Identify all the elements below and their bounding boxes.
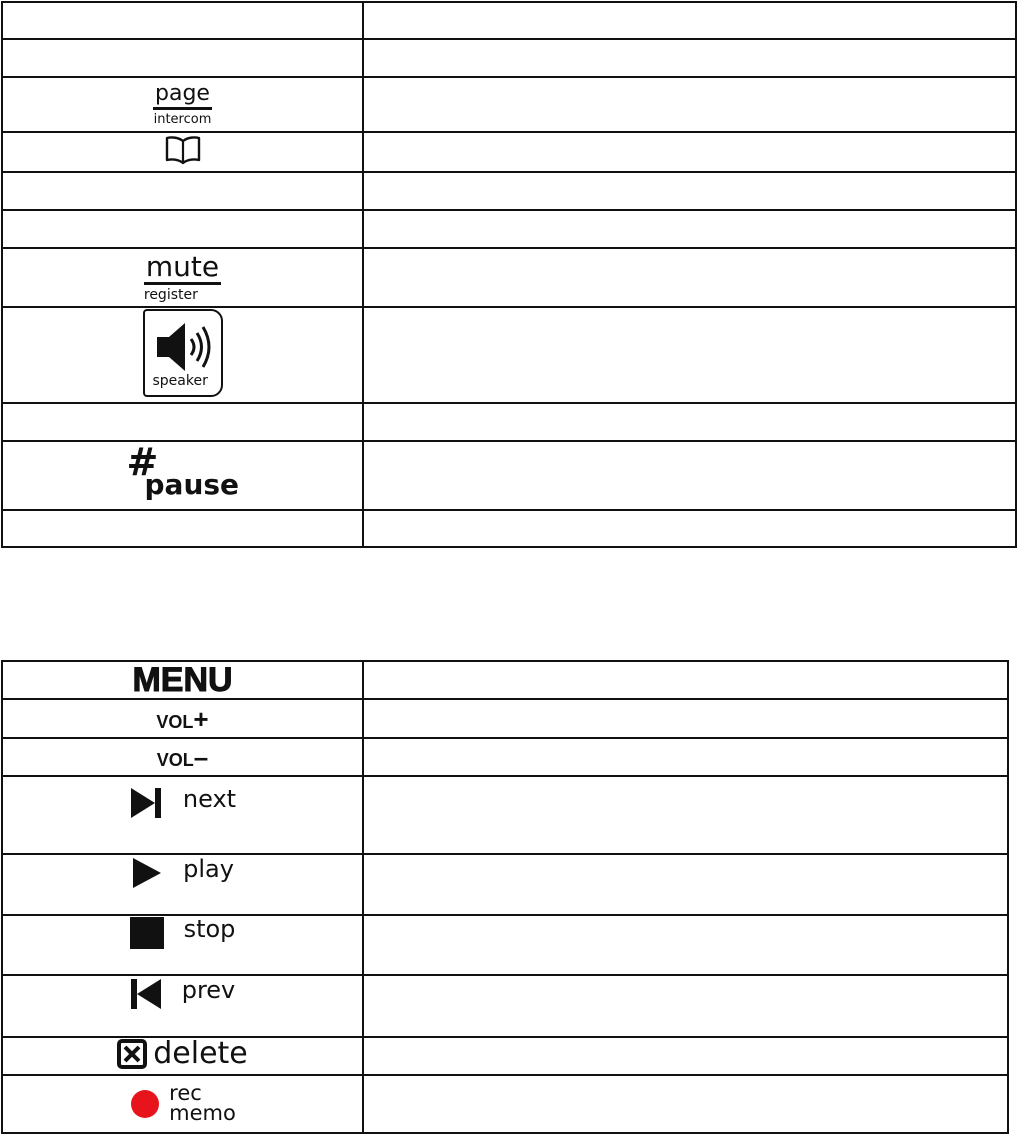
base-keys-table [1,660,1009,1134]
description-cell [363,77,1016,132]
stop-key-cell [2,915,363,975]
speaker-icon [155,317,215,377]
stop-icon [130,917,164,949]
stop-label: stop [183,915,236,943]
table-row [2,776,1008,854]
register-label: register [143,287,198,303]
vol-down-label: VOL [156,750,194,770]
menu-key-cell [2,661,363,699]
key-cell [2,39,363,77]
description-cell [363,210,1016,248]
key-cell [2,172,363,210]
menu-key-label: MENU [132,661,233,699]
description-cell [363,699,1008,738]
table-row [2,172,1016,210]
description-cell [363,510,1016,547]
delete-key [117,1036,248,1071]
handset-keys-table [1,1,1017,548]
table-row [2,77,1016,132]
rec-memo-key-cell [2,1075,363,1133]
memo-label: memo [169,1100,236,1125]
delete-x-box-icon [117,1039,147,1069]
description-cell [363,132,1016,172]
table-row [2,39,1016,77]
play-icon [131,857,163,889]
table-row [2,661,1008,699]
description-cell [363,2,1016,39]
prev-key-cell [2,975,363,1037]
intercom-label: intercom [153,112,212,127]
speaker-label: speaker [152,373,208,389]
next-key-cell [2,776,363,854]
vol-up-label: VOL [156,711,194,732]
rec-memo-label [169,1081,236,1125]
table-row [2,975,1008,1037]
page-intercom-key-cell [2,77,363,132]
key-cell [2,510,363,547]
speaker-key [143,309,223,397]
next-key [129,787,236,819]
phonebook-key-cell [2,132,363,172]
prev-key [130,978,236,1010]
stop-key [130,917,236,949]
play-label: play [183,854,234,883]
play-key [131,854,234,889]
description-cell [363,248,1016,307]
mute-label: mute [145,250,220,283]
speaker-key-cell [2,307,363,403]
description-cell [363,776,1008,854]
page-intercom-key [153,83,212,126]
key-cell [2,403,363,441]
skip-previous-icon [130,978,162,1010]
description-cell [363,1075,1008,1133]
table-row [2,307,1016,403]
table-row [2,1037,1008,1075]
vol-down-key-cell [2,738,363,776]
rec-memo-key [129,1081,236,1125]
table-row [2,854,1008,915]
prev-label: prev [181,976,236,1004]
table-row [2,510,1016,547]
table-row [2,1075,1008,1133]
next-label: next [182,785,237,813]
description-cell [363,854,1008,915]
hash-symbol: # [126,439,159,484]
description-cell [363,975,1008,1037]
table-row [2,915,1008,975]
table-row [2,248,1016,307]
delete-key-cell [2,1037,363,1075]
key-cell [2,2,363,39]
mute-register-key-cell [2,248,363,307]
description-cell [363,39,1016,77]
play-key-cell [2,854,363,915]
open-book-icon [164,135,202,165]
description-cell [363,441,1016,510]
rec-label: rec [169,1081,202,1106]
vol-up-key-cell [2,699,363,738]
description-cell [363,172,1016,210]
description-cell [363,738,1008,776]
pause-label: pause [144,467,240,501]
description-cell [363,307,1016,403]
skip-next-icon [129,787,163,819]
minus-icon: – [193,742,209,772]
record-dot-icon [129,1088,161,1120]
pause-key [123,439,243,505]
pause-key-cell [2,441,363,510]
description-cell [363,403,1016,441]
table-row [2,132,1016,172]
table-row [2,210,1016,248]
plus-icon: + [193,703,209,734]
table-row [2,441,1016,510]
table-row [2,738,1008,776]
mute-register-key [143,250,221,303]
key-cell [2,210,363,248]
description-cell [363,661,1008,699]
description-cell [363,915,1008,975]
description-cell [363,1037,1008,1075]
vol-down-key [156,742,209,772]
vol-up-key [156,703,209,734]
page-label: page [153,83,212,110]
table-row [2,699,1008,738]
table-row [2,2,1016,39]
delete-label: delete [153,1036,248,1071]
table-row [2,403,1016,441]
